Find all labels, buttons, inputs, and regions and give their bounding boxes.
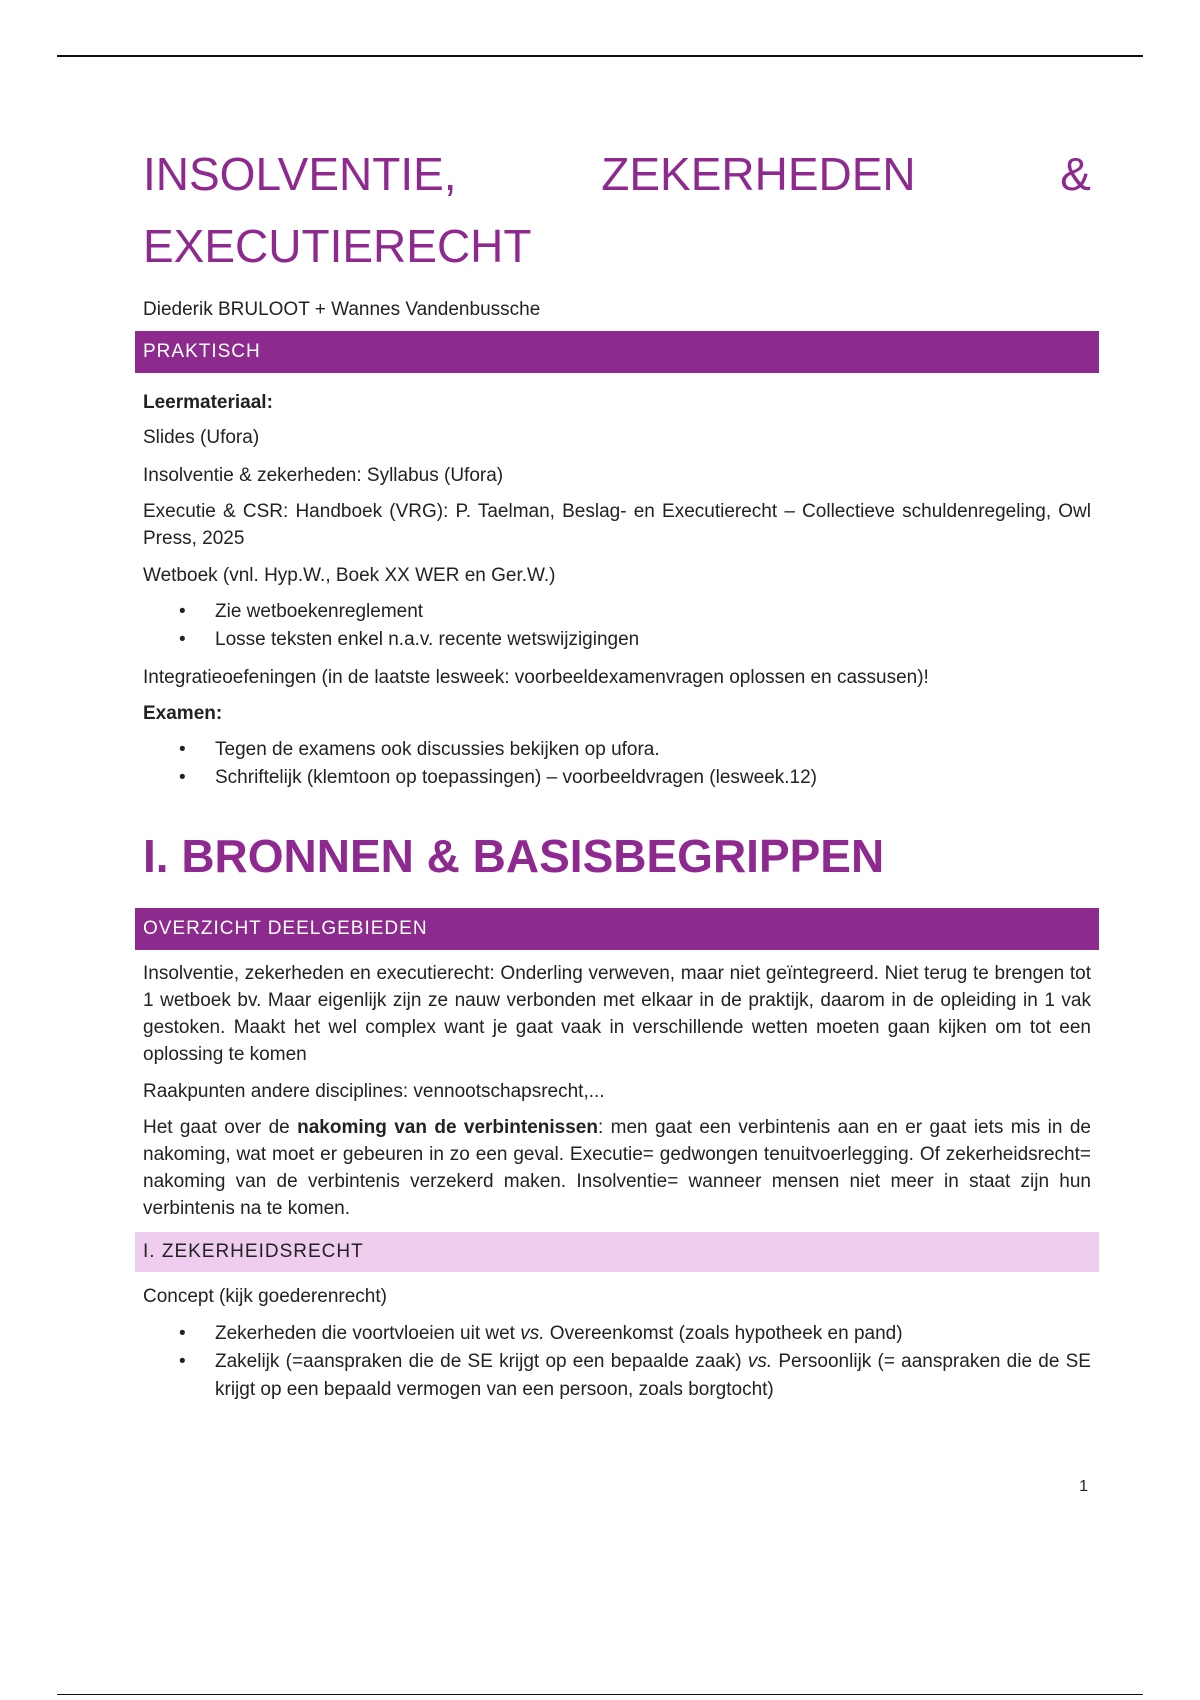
title-line-1: [143, 138, 1091, 210]
bullet-text: Overeenkomst (zoals hypotheek en pand): [544, 1323, 903, 1344]
page-content: [143, 138, 1091, 1404]
material-item: Wetboek (vnl. Hyp.W., Boek XX WER en Ger.W.): [143, 565, 556, 586]
material-item: Executie & CSR: Handboek (VRG): P. Taelman, Beslag- en Executierecht – Collectieve schuldenregeling, Owl Press, 2025: [143, 501, 1091, 549]
material-item: Insolventie & zekerheden: Syllabus (Ufora): [143, 465, 504, 486]
list-item: • Schriftelijk (klemtoon op toepassingen) – voorbeeldvragen (lesweek.12): [215, 764, 1091, 792]
page-number: 1: [1079, 1478, 1088, 1495]
author-line: Diederik BRULOOT + Wannes Vandenbussche: [143, 299, 541, 320]
wetboek-bullet-list: [143, 598, 1091, 654]
raakpunten-paragraph: Raakpunten andere disciplines: vennootschapsrecht,...: [143, 1081, 605, 1102]
section-header-praktisch: PRAKTISCH: [135, 331, 1099, 373]
bullet-emphasis: vs.: [520, 1323, 545, 1344]
section-header-overzicht: OVERZICHT DEELGEBIEDEN: [135, 908, 1099, 950]
subsection-header-zekerheidsrecht: I. ZEKERHEIDSRECHT: [135, 1232, 1099, 1272]
examen-bullet-list: [143, 736, 1091, 792]
chapter-heading: I. BRONNEN & BASISBEGRIPPEN: [143, 830, 885, 882]
list-item: • Losse teksten enkel n.a.v. recente wetswijzigingen: [215, 626, 1091, 654]
list-item: [215, 1320, 1091, 1348]
examen-label: Examen:: [143, 703, 223, 724]
leermateriaal-label: Leermateriaal:: [143, 392, 273, 413]
top-rule: [57, 55, 1143, 57]
document-title: [143, 138, 1091, 282]
nakoming-emphasis: nakoming van de verbintenissen: [297, 1117, 598, 1138]
title-line-2: EXECUTIERECHT: [143, 220, 532, 272]
list-item: • Tegen de examens ook discussies bekijken op ufora.: [215, 736, 1091, 764]
overzicht-paragraph: Insolventie, zekerheden en executierecht: Onderling verweven, maar niet geïntegreerd. Niet terug te brengen tot 1 wetboek bv. Maar eigenlijk zijn ze nauw verbonden met elkaar in de praktijk, daarom in de opleiding in 1 vak gestoken. Maakt het wel complex want je gaat vaak in verschillende wetten moeten gaan kijken om tot een oplossing te komen: [143, 963, 1091, 1065]
bullet-text: Persoonlijk (= aanspraken die de SE krijgt op een bepaald vermogen van een persoon, zoals borgtocht): [215, 1351, 1091, 1400]
bottom-rule: [57, 1694, 1143, 1695]
bullet-text: Zakelijk (=aanspraken die de SE krijgt op een bepaalde zaak): [215, 1351, 748, 1372]
concept-line: Concept (kijk goederenrecht): [143, 1286, 387, 1307]
title-ampersand: &: [1060, 148, 1091, 200]
nakoming-text-pre: Het gaat over de: [143, 1117, 298, 1138]
nakoming-paragraph: [143, 1114, 1091, 1222]
list-item: • Zie wetboekenreglement: [215, 598, 1091, 626]
nakoming-text-post: : men gaat een verbintenis aan en er gaat iets mis in de nakoming, wat moet er gebeuren in zo een geval. Executie= gedwongen tenuitvoerlegging. Of zekerheidsrecht= nakoming van de verbintenis verzekerd maken. Insolventie= wanneer mensen niet meer in staat zijn hun verbintenis na te komen.: [143, 1117, 1091, 1219]
title-word-insolventie: INSOLVENTIE,: [143, 148, 457, 200]
integratie-note: Integratieoefeningen (in de laatste lesweek: voorbeeldexamenvragen oplossen en cassusen)!: [143, 667, 929, 688]
bullet-text: Zekerheden die voortvloeien uit wet: [215, 1323, 521, 1344]
material-item: Slides (Ufora): [143, 427, 260, 448]
title-word-zekerheden: ZEKERHEDEN: [601, 148, 916, 200]
concept-bullet-list: [143, 1320, 1091, 1404]
list-item: [215, 1348, 1091, 1404]
bullet-emphasis: vs.: [747, 1351, 773, 1372]
